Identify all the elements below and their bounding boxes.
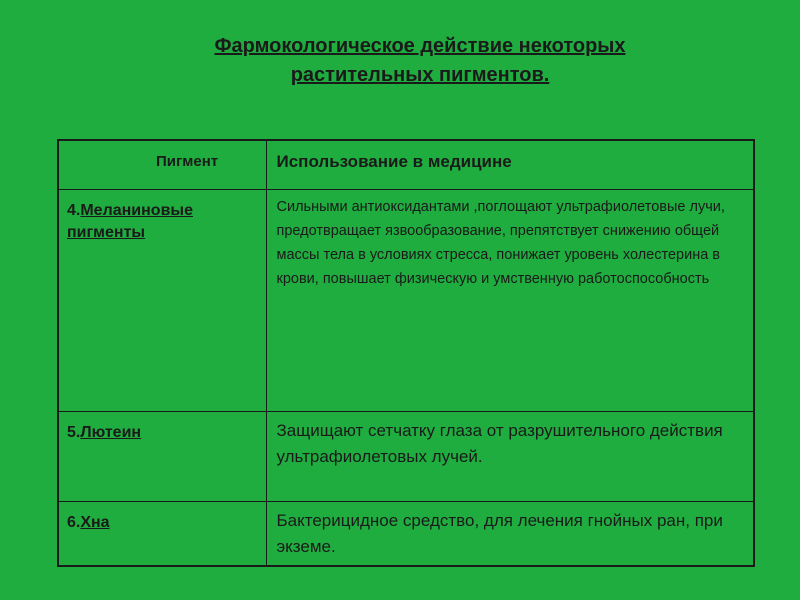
pigment-name-cell [58, 411, 266, 501]
pigment-number: 4. [67, 201, 81, 219]
table-row [58, 411, 754, 501]
pigment-name: Меланиновые пигменты [67, 201, 193, 241]
pigment-usage: Сильными антиоксидантами ,поглощают ультрафиолетовые лучи, предотвращает язвообразование, препятствует снижению общей массы тела в условиях стресса, понижает уровень холестерина в крови, повышает физическую и умственную работоспособность [266, 189, 754, 411]
pigment-usage: Защищают сетчатку глаза от разрушительного действия ультрафиолетовых лучей. [266, 411, 754, 501]
pigment-name: Хна [80, 513, 110, 531]
table-header-row [58, 140, 754, 189]
pigment-name-cell [58, 189, 266, 411]
table-row [58, 189, 754, 411]
pigment-usage: Бактерицидное средство, для лечения гнойных ран, при экземе. [266, 501, 754, 566]
pigment-name: Лютеин [80, 423, 142, 441]
header-usage: Использование в медицине [266, 140, 754, 189]
pigment-name-cell [58, 501, 266, 566]
slide-title-line-1: Фармокологическое действие некоторых [214, 35, 626, 57]
slide-title [100, 32, 740, 90]
pigment-number: 6. [67, 513, 81, 531]
slide-title-line-2: растительных пигментов. [290, 64, 550, 86]
table-row [58, 501, 754, 566]
header-pigment: Пигмент [58, 140, 266, 189]
pigment-number: 5. [67, 423, 81, 441]
pigments-table [57, 139, 755, 567]
